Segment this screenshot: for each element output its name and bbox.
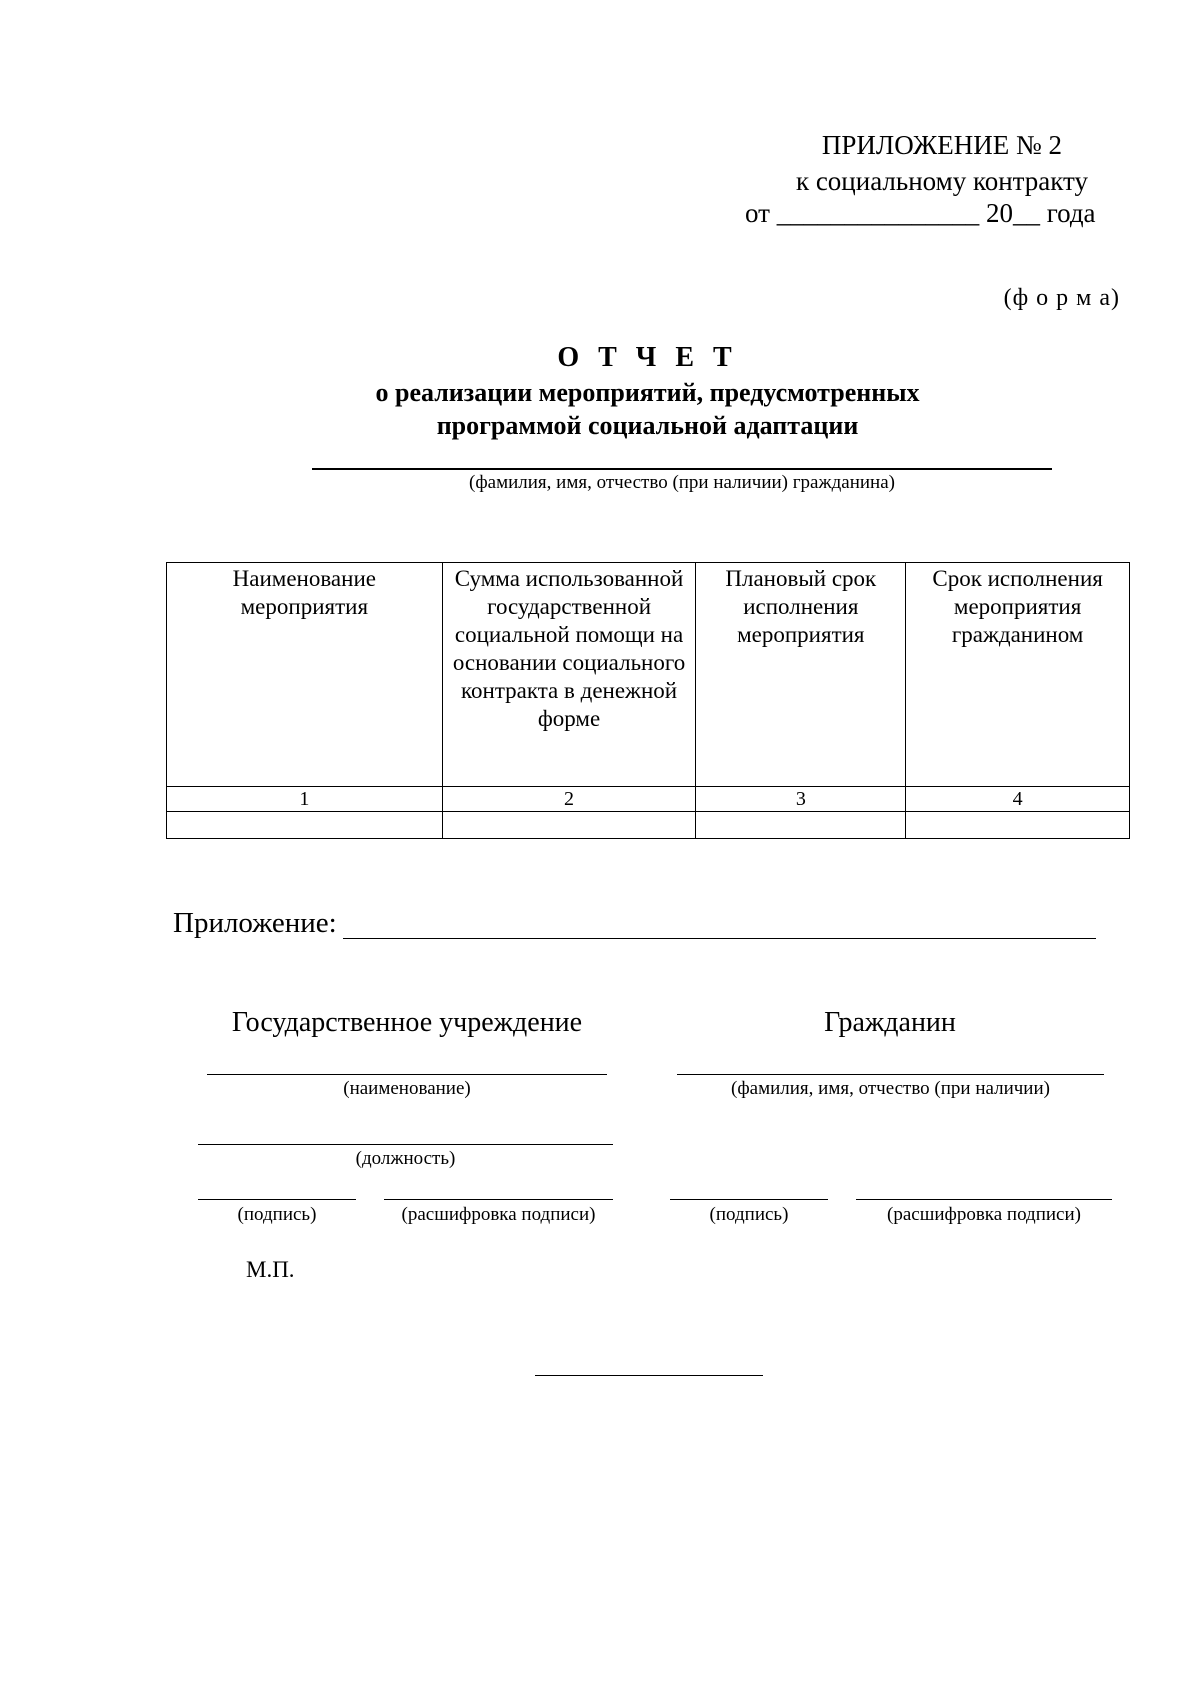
attachment-label: Приложение: <box>173 907 337 939</box>
stamp-place-label: М.П. <box>246 1257 295 1282</box>
citizen-title: Гражданин <box>824 1007 956 1038</box>
column-number: 4 <box>906 787 1130 812</box>
institution-signature-line[interactable] <box>198 1199 356 1200</box>
column-number: 1 <box>167 787 443 812</box>
table-header-cell: Сумма использованной государственной социальной помощи на основании социального контракта в денежной форме <box>442 563 696 787</box>
column-number: 3 <box>696 787 906 812</box>
report-subtitle-line1: о реализации мероприятий, предусмотренных <box>375 378 920 407</box>
attachment-line[interactable] <box>343 938 1096 939</box>
table-cell[interactable] <box>906 812 1130 839</box>
appendix-date-line: от _______________ 20__ года <box>745 198 1096 228</box>
appendix-reference: к социальному контракту <box>795 166 1088 196</box>
citizen-signature-name-line[interactable] <box>677 1074 1104 1075</box>
citizen-signature-name-caption: (фамилия, имя, отчество (при наличии) <box>731 1078 1050 1099</box>
institution-title: Государственное учреждение <box>231 1007 583 1038</box>
closing-separator-line <box>535 1375 763 1376</box>
column-number: 2 <box>442 787 696 812</box>
table-header-row <box>167 563 1130 787</box>
institution-decoding-line[interactable] <box>384 1199 613 1200</box>
report-heading: О Т Ч Е Т <box>557 342 738 373</box>
institution-name-line[interactable] <box>207 1074 607 1075</box>
citizen-decoding-line[interactable] <box>856 1199 1112 1200</box>
table-header-cell: Плановый срок исполнения мероприятия <box>696 563 906 787</box>
citizen-name-line <box>312 468 1052 470</box>
citizen-signature-caption: (подпись) <box>709 1204 789 1225</box>
position-caption: (должность) <box>355 1148 456 1169</box>
table-cell[interactable] <box>167 812 443 839</box>
table-header-cell: Наименование мероприятия <box>167 563 443 787</box>
citizen-name-caption: (фамилия, имя, отчество (при наличии) гражданина) <box>469 472 895 493</box>
position-line[interactable] <box>198 1144 613 1145</box>
citizen-signature-line[interactable] <box>670 1199 828 1200</box>
table-cell[interactable] <box>696 812 906 839</box>
table-row <box>167 812 1130 839</box>
appendix-title: ПРИЛОЖЕНИЕ № 2 <box>821 130 1062 160</box>
form-label: (ф о р м а) <box>1003 285 1120 311</box>
institution-name-caption: (наименование) <box>343 1078 471 1099</box>
table-number-row <box>167 787 1130 812</box>
table-cell[interactable] <box>442 812 696 839</box>
table-header-cell: Срок исполнения мероприятия гражданином <box>906 563 1130 787</box>
institution-decoding-caption: (расшифровка подписи) <box>401 1204 596 1225</box>
report-table <box>166 562 1130 839</box>
report-subtitle-line2: программой социальной адаптации <box>436 411 859 440</box>
report-subtitle <box>0 376 1200 442</box>
institution-signature-caption: (подпись) <box>237 1204 317 1225</box>
citizen-decoding-caption: (расшифровка подписи) <box>887 1204 1081 1225</box>
